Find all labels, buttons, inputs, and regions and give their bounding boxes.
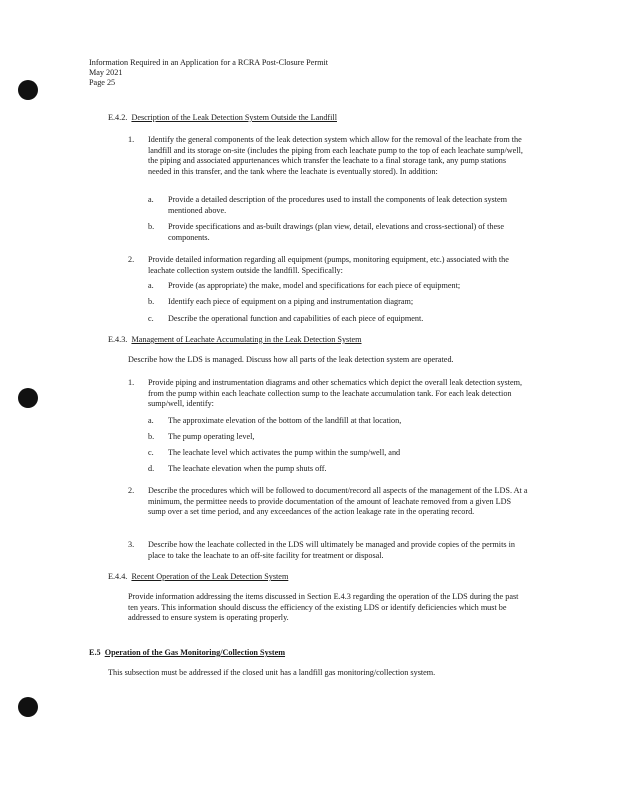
- section-title: Recent Operation of the Leak Detection System: [131, 572, 289, 581]
- sub-item-text: The leachate elevation when the pump shuts off.: [168, 464, 327, 473]
- sub-item: [148, 432, 528, 443]
- section-title: Management of Leachate Accumulating in the Leak Detection System: [131, 335, 362, 344]
- item-text: Describe the procedures which will be followed to document/record all aspects of the management of the LDS. At a minimum, the permittee needs to provide documentation of the amount of leachate removed from a given LDS sump over a set time period, and any exceedances of the action leakage rate in the operating record.: [148, 486, 528, 517]
- sub-item-text: Provide a detailed description of the procedures used to install the components of leak detection system mentioned above.: [168, 195, 508, 215]
- item-text: Provide detailed information regarding all equipment (pumps, monitoring equipment, etc.) associated with the leachate collection system outside the landfill. Specifically:: [148, 255, 509, 275]
- sub-item: [148, 281, 528, 292]
- section-number: E.4.2.: [108, 113, 128, 122]
- sub-item-text: Describe the operational function and capabilities of each piece of equipment.: [168, 314, 424, 323]
- section-e43-heading: [108, 335, 528, 346]
- section-number: E.4.4.: [108, 572, 128, 581]
- list-item: [128, 540, 528, 561]
- item-number: 2.: [128, 255, 135, 264]
- header-title: Information Required in an Application for a RCRA Post-Closure Permit: [89, 58, 328, 67]
- item-number: 1.: [128, 135, 135, 144]
- list-item: [128, 378, 528, 410]
- sub-item-marker: c.: [148, 314, 154, 323]
- sub-item-text: The approximate elevation of the bottom of the landfill at that location,: [168, 416, 402, 425]
- sub-item: [148, 448, 528, 459]
- list-item: [128, 255, 528, 276]
- sub-item: [148, 297, 528, 308]
- punch-hole-bottom: [18, 697, 38, 717]
- list-item: [128, 486, 528, 518]
- sub-item: [148, 416, 528, 427]
- sub-item: [148, 222, 528, 243]
- sub-item-marker: d.: [148, 464, 155, 473]
- sub-item-marker: a.: [148, 281, 154, 290]
- item-text: Provide piping and instrumentation diagrams and other schematics which depict the overall leak detection system, from the pump within each leachate collection sump to the leachate accumulation tank. For each leak detection sump/well, identify:: [148, 378, 523, 409]
- item-text: Identify the general components of the leak detection system which allow for the removal of the leachate from the landfill and its storage on-site (includes the piping from each leachate pump to the top of each leachate sump/well, the piping and associated appurtenances which transfer the leachate to a final storage tank, any pump stations needed in this transfer, and the tank where the leachate is eventually stored). In addition:: [148, 135, 523, 176]
- section-title: Description of the Leak Detection System Outside the Landfill: [131, 113, 337, 122]
- sub-item-marker: a.: [148, 416, 154, 425]
- sub-item: [148, 195, 528, 216]
- punch-hole-top: [18, 80, 38, 100]
- sub-item-marker: b.: [148, 222, 155, 231]
- item-number: 2.: [128, 486, 135, 495]
- sub-item-text: Identify each piece of equipment on a piping and instrumentation diagram;: [168, 297, 414, 306]
- header-date: May 2021: [89, 68, 123, 77]
- section-e5-heading: [89, 648, 529, 659]
- sub-item-marker: b.: [148, 297, 155, 306]
- section-e42-heading: [108, 113, 528, 124]
- sub-item-marker: a.: [148, 195, 154, 204]
- header-page: Page 25: [89, 78, 116, 87]
- sub-item-text: Provide specifications and as-built drawings (plan view, detail, elevations and cross-sectional) of these components.: [168, 222, 504, 242]
- page-header: [89, 58, 328, 88]
- sub-item: [148, 314, 528, 325]
- list-item: [128, 135, 528, 177]
- sub-item: [148, 464, 528, 475]
- item-number: 1.: [128, 378, 135, 387]
- section-paragraph: This subsection must be addressed if the closed unit has a landfill gas monitoring/collection system.: [108, 668, 436, 677]
- sub-item-marker: c.: [148, 448, 154, 457]
- section-paragraph: Provide information addressing the items discussed in Section E.4.3 regarding the operation of the LDS during the past ten years. This information should discuss the efficiency of the existing LDS or identify deficiencies which must be addressed to ensure system is operating properly.: [128, 592, 519, 623]
- section-e44-heading: [108, 572, 528, 583]
- item-number: 3.: [128, 540, 135, 549]
- punch-hole-middle: [18, 388, 38, 408]
- section-intro: Describe how the LDS is managed. Discuss how all parts of the leak detection system are operated.: [128, 355, 454, 364]
- section-title: Operation of the Gas Monitoring/Collection System: [104, 648, 286, 657]
- sub-item-marker: b.: [148, 432, 155, 441]
- section-number: E.4.3.: [108, 335, 128, 344]
- sub-item-text: The leachate level which activates the pump within the sump/well, and: [168, 448, 401, 457]
- item-text: Describe how the leachate collected in the LDS will ultimately be managed and provide copies of the permits in place to take the leachate to an off-site facility for treatment or disposal.: [148, 540, 515, 560]
- sub-item-text: The pump operating level,: [168, 432, 255, 441]
- section-number: E.5: [89, 648, 101, 657]
- sub-item-text: Provide (as appropriate) the make, model and specifications for each piece of equipment;: [168, 281, 461, 290]
